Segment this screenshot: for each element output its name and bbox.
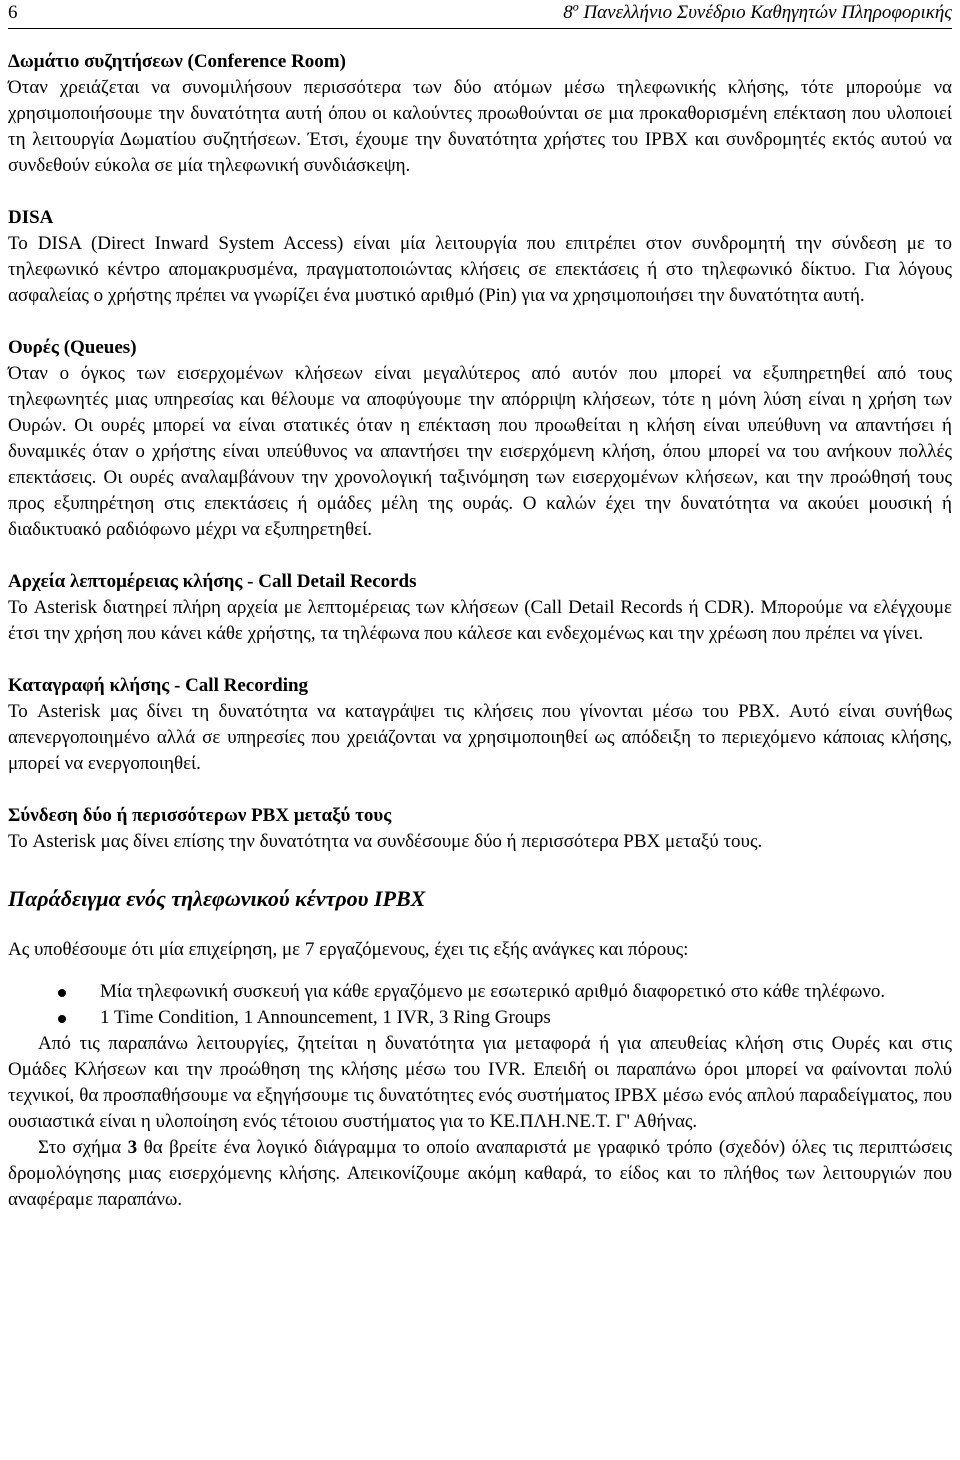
example-title: Παράδειγμα ενός τηλεφωνικού κέντρου IPBX — [8, 886, 426, 911]
list-item: 1 Time Condition, 1 Announcement, 1 IVR, 3 Ring Groups — [8, 1005, 952, 1031]
example-paragraph: Στο σχήμα 3 θα βρείτε ένα λογικό διάγραμμα το οποίο αναπαριστά με γραφικό τρόπο (σχεδόν) όλες τις περιπτώσεις δρομολόγησης μιας εισερχόμενης κλήσης. Απεικονίζουμε ακόμη καθαρά, το είδος και το πλήθος των λειτουργιών που αναφέραμε παραπάνω. — [8, 1137, 952, 1210]
section-heading: Καταγραφή κλήσης - Call Recording — [8, 675, 309, 696]
bullet-icon — [58, 1015, 66, 1023]
section-heading: Δωμάτιο συζητήσεων (Conference Room) — [8, 51, 346, 72]
section-body: Το Asterisk μας δίνει τη δυνατότητα να καταγράψει τις κλήσεις που γίνονται μέσω του PBX. Αυτό είναι συνήθως απενεργοποιημένο αλλά σε υπηρεσίες που χρειάζονται να χρησιμοποιηθεί ως απόδειξη το περιεχόμενο κάποιας κλήσης, μπορεί να ενεργοποιηθεί. — [8, 701, 952, 774]
section-body: Το Asterisk μας δίνει επίσης την δυνατότητα να συνδέσουμε δύο ή περισσότερα PBX μεταξύ τους. — [8, 831, 763, 852]
section-queues — [8, 335, 952, 543]
page-number: 6 — [8, 2, 18, 23]
bullet-icon — [58, 989, 66, 997]
example-paragraph: Από τις παραπάνω λειτουργίες, ζητείται η δυνατότητα για μεταφορά ή για απευθείας κλήση στις Ουρές και στις Ομάδες Κλήσεων και την προώθηση της κλήσης μέσω του IVR. Επειδή οι παραπάνω όροι μπορεί να φαίνονται πολύ τεχνικοί, θα προσπαθήσουμε να εξηγήσουμε τις δυνατότητες ενός συστήματος IPBX μέσω ενός απλού παραδείγματος, που ουσιαστικά είναι η υλοποίηση ενός τέτοιου συστήματος για το ΚΕ.ΠΛΗ.ΝΕ.Τ. Γ' Αθήνας. — [8, 1033, 952, 1132]
page-header — [8, 0, 952, 29]
example-intro: Ας υποθέσουμε ότι μία επιχείρηση, με 7 εργαζόμενους, έχει τις εξής ανάγκες και πόρους: — [8, 939, 689, 960]
section-pbx-link — [8, 803, 952, 855]
example-bullet-list — [8, 979, 952, 1031]
section-body: Όταν χρειάζεται να συνομιλήσουν περισσότερα των δύο ατόμων μέσω τηλεφωνικής κλήσης, τότε μπορούμε να χρησιμοποιήσουμε την δυνατότητα αυτή όπου οι καλούντες προωθούνται σε μια προκαθορισμένη επέκταση που υλοποιεί τη λειτουργία Δωματίου συζητήσεων. Έτσι, έχουμε την δυνατότητα χρήστες του IPBX και συνδρομητές εκτός αυτού να συνδεθούν εύκολα σε μία τηλεφωνική συνδιάσκεψη. — [8, 77, 952, 176]
section-cdr — [8, 569, 952, 647]
section-heading: Σύνδεση δύο ή περισσότερων PBX μεταξύ τους — [8, 805, 392, 826]
section-body: Όταν ο όγκος των εισερχομένων κλήσεων είναι μεγαλύτερος από αυτόν που μπορεί να εξυπηρετηθεί από τους τηλεφωνητές μιας υπηρεσίας και θέλουμε να αποφύγουμε την απόρριψη κλήσεων, τότε η μόνη λύση είναι η χρήση των Ουρών. Οι ουρές μπορεί να είναι στατικές όταν η επέκταση που προωθείται η κλήση είναι υπεύθυνη να απαντήσει ή δυναμικές όταν ο χρήστης είναι υπεύθυνος να απαντήσει την εισερχόμενη κλήση, όπου μπορεί να του ανήκουν πολλές επεκτάσεις. Οι ουρές αναλαμβάνουν την χρονολογική ταξινόμηση των εισερχομένων κλήσεων, και την προώθησή τους προς εξυπηρέτηση στις επεκτάσεις ή ομάδες μέλη της ουράς. Ο καλών έχει την δυνατότητα να ακούει μουσική ή διαδικτυακό ραδιόφωνο μέχρι να εξυπηρετηθεί. — [8, 363, 952, 540]
section-body: Το DISA (Direct Inward System Access) είναι μία λειτουργία που επιτρέπει στον συνδρομητή την σύνδεση με το τηλεφωνικό κέντρο απομακρυσμένα, πραγματοποιώντας κλήσεις σε επεκτάσεις ή στο τηλεφωνικό δίκτυο. Για λόγους ασφαλείας ο χρήστης πρέπει να γνωρίζει ένα μυστικό αριθμό (Pin) για να χρησιμοποιήσει την δυνατότητα αυτή. — [8, 233, 952, 306]
section-heading: DISA — [8, 207, 54, 228]
list-item: Μία τηλεφωνική συσκευή για κάθε εργαζόμενο με εσωτερικό αριθμό διαφορετικό στο κάθε τηλέφωνο. — [8, 979, 952, 1005]
running-title: $8^o$ Πανελλήνιο Συνέδριο Καθηγητών Πληροφορικής — [563, 0, 952, 23]
section-example — [8, 885, 952, 1213]
section-recording — [8, 673, 952, 777]
section-heading: Ουρές (Queues) — [8, 337, 137, 358]
section-heading: Αρχεία λεπτομέρειας κλήσης - Call Detail Records — [8, 571, 417, 592]
section-body: Το Asterisk διατηρεί πλήρη αρχεία με λεπτομέρειας των κλήσεων (Call Detail Records ή CDR). Μπορούμε να ελέγχουμε έτσι την χρήση που κάνει κάθε χρήστης, τα τηλέφωνα που κάλεσε και ενδεχομένως και την χρέωση που πρέπει να γίνει. — [8, 597, 952, 644]
section-conference — [8, 49, 952, 179]
section-disa — [8, 205, 952, 309]
